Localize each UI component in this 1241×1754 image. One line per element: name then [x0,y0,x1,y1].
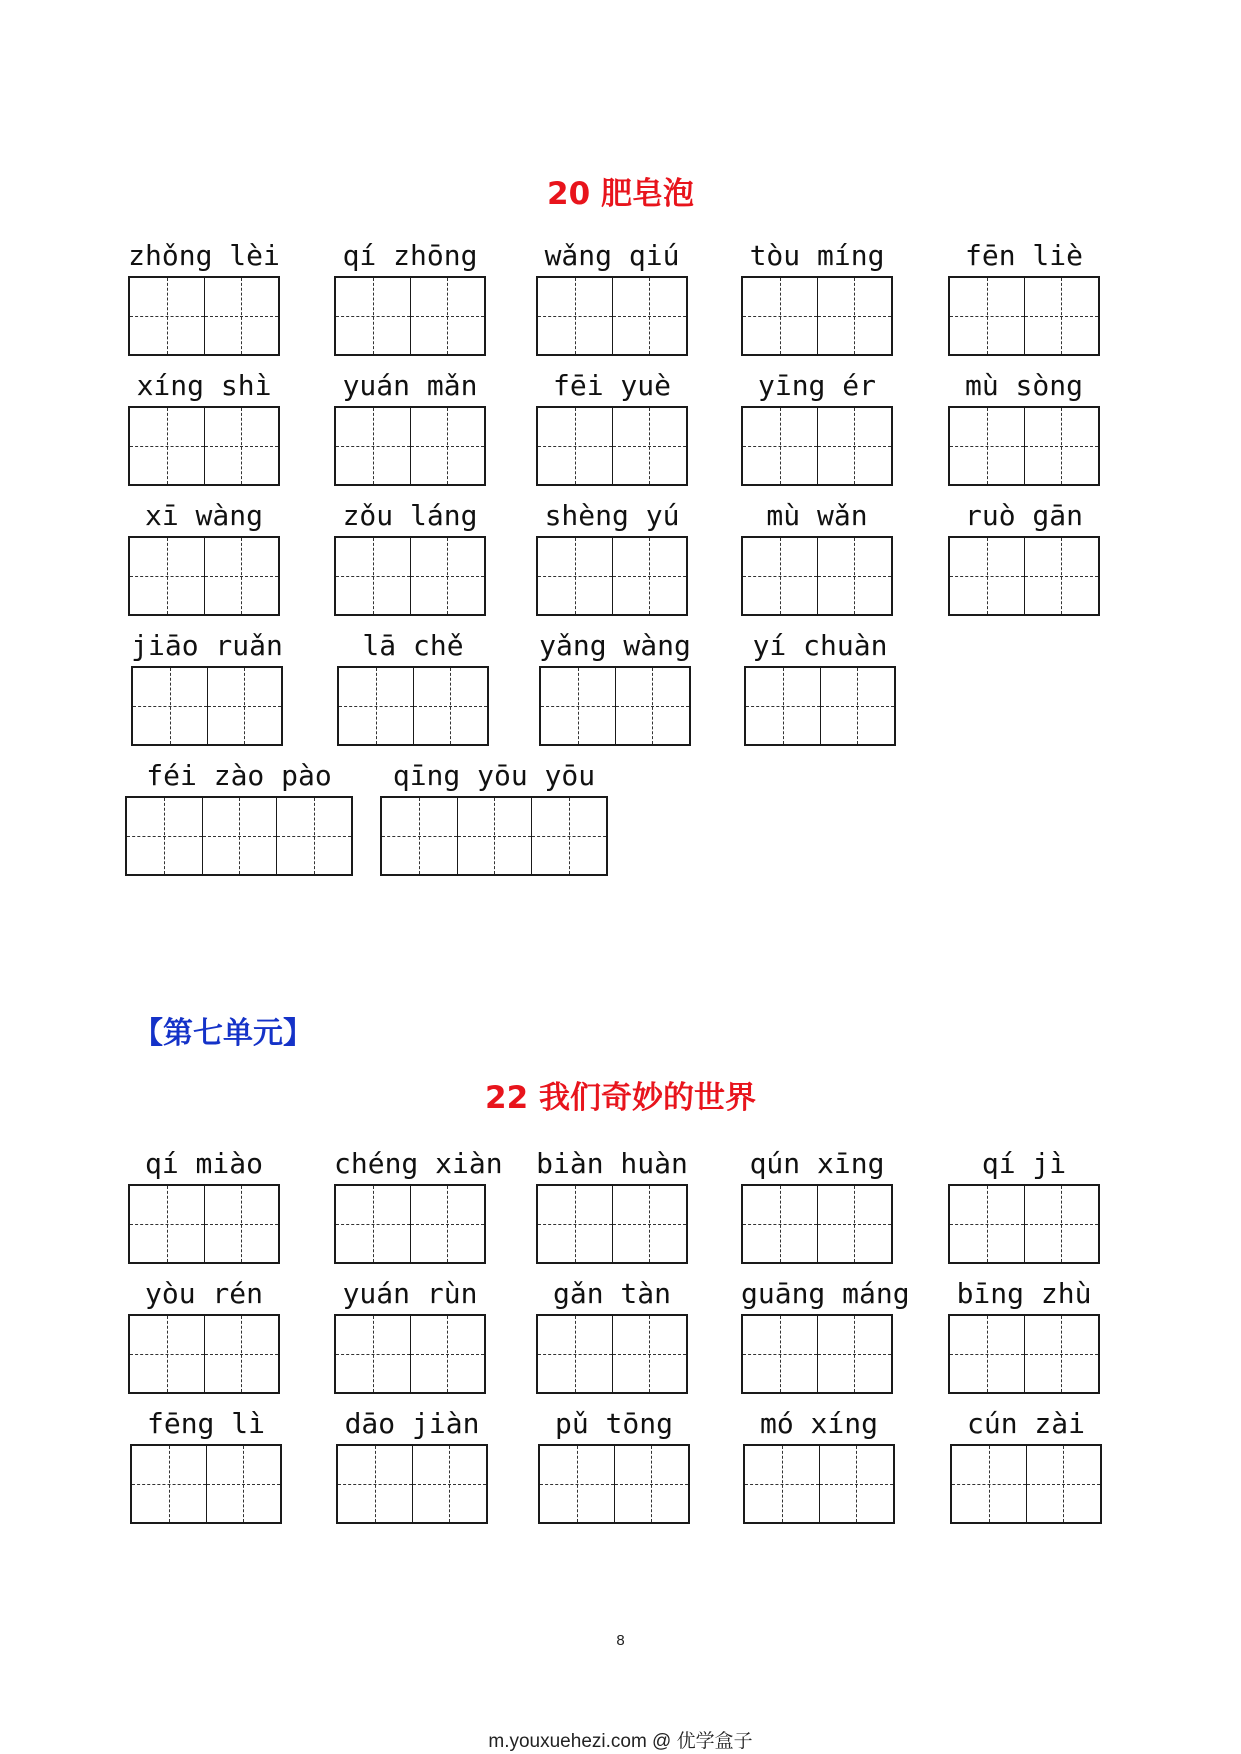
tian-grid-cell[interactable] [817,1186,891,1262]
word-item [536,1146,688,1264]
tian-grid-cell[interactable] [1024,1316,1098,1392]
unit-7-heading: 【第七单元】 [133,1016,313,1051]
tian-grid-cell[interactable] [745,1446,819,1522]
word-item [131,628,283,746]
tian-grid-cell[interactable] [204,538,278,614]
tian-grid-cell[interactable] [410,408,484,484]
word-item [128,238,280,356]
tian-grid-cell[interactable] [743,538,817,614]
pinyin-label: zǒu láng [342,499,478,532]
tian-grid-cell[interactable] [382,798,457,874]
tian-grid-cell[interactable] [204,278,278,354]
tian-grid-cell[interactable] [538,278,612,354]
tian-grid-cell[interactable] [130,278,204,354]
word-item [539,628,691,746]
word-item [741,238,893,356]
tian-grid-box[interactable] [128,1314,280,1394]
pinyin-label: yòu rén [144,1277,263,1310]
tian-grid-cell[interactable] [612,278,686,354]
word-item [741,1276,910,1394]
pinyin-label: yí chuàn [752,629,888,662]
tian-grid-cell[interactable] [1024,408,1098,484]
pinyin-label: wǎng qiú [544,239,680,272]
tian-grid-box[interactable] [128,406,280,486]
tian-grid-cell[interactable] [746,668,820,744]
tian-grid-cell[interactable] [338,1446,412,1522]
tian-grid-cell[interactable] [276,798,351,874]
tian-grid-cell[interactable] [541,668,615,744]
tian-grid-cell[interactable] [457,798,532,874]
tian-grid-cell[interactable] [204,1316,278,1392]
tian-grid-cell[interactable] [410,538,484,614]
tian-grid-cell[interactable] [612,1316,686,1392]
tian-grid-cell[interactable] [950,1186,1024,1262]
word-item [741,368,893,486]
pinyin-label: yuán mǎn [342,369,478,402]
tian-grid-cell[interactable] [336,1316,410,1392]
word-item [948,1146,1100,1264]
tian-grid-cell[interactable] [614,1446,688,1522]
pinyin-label: mù sòng [964,369,1083,402]
word-item [741,1146,893,1264]
tian-grid-cell[interactable] [204,1186,278,1262]
tian-grid-cell[interactable] [202,798,277,874]
pinyin-label: lā chě [362,629,464,662]
tian-grid-box[interactable] [741,1184,893,1264]
pinyin-label: mó xíng [759,1407,878,1440]
tian-grid-cell[interactable] [950,408,1024,484]
tian-grid-cell[interactable] [950,1316,1024,1392]
word-item [128,1276,280,1394]
pinyin-label: fēn liè [964,239,1083,272]
pinyin-label: qīng yōu yōu [392,759,596,792]
tian-grid-cell[interactable] [336,1186,410,1262]
word-item [741,498,893,616]
tian-grid-box[interactable] [536,536,688,616]
word-item [128,1146,280,1264]
tian-grid-cell[interactable] [612,538,686,614]
tian-grid-cell[interactable] [743,408,817,484]
word-item [125,758,353,876]
tian-grid-box[interactable] [334,406,486,486]
tian-grid-cell[interactable] [130,1186,204,1262]
tian-grid-box[interactable] [744,666,896,746]
tian-grid-cell[interactable] [819,1446,893,1522]
word-item [536,1276,688,1394]
tian-grid-box[interactable] [950,1444,1102,1524]
pinyin-label: qún xīng [749,1147,885,1180]
tian-grid-cell[interactable] [531,798,606,874]
tian-grid-cell[interactable] [743,1316,817,1392]
word-item [948,238,1100,356]
tian-grid-cell[interactable] [950,538,1024,614]
word-item [743,1406,895,1524]
pinyin-label: ruò gān [964,499,1083,532]
tian-grid-box[interactable] [741,406,893,486]
tian-grid-cell[interactable] [615,668,689,744]
tian-grid-cell[interactable] [538,408,612,484]
pinyin-label: xī wàng [144,499,263,532]
footer-watermark: m.youxuehezi.com @ 优学盒子 [488,1731,753,1752]
tian-grid-cell[interactable] [130,408,204,484]
lesson-22-title: 22 我们奇妙的世界 [485,1080,756,1116]
tian-grid-cell[interactable] [410,278,484,354]
pinyin-label: chéng xiàn [334,1147,503,1180]
pinyin-label: dāo jiàn [344,1407,480,1440]
pinyin-label: fēng lì [146,1407,265,1440]
tian-grid-cell[interactable] [817,1316,891,1392]
word-item [744,628,896,746]
pinyin-label: yǎng wàng [539,629,691,662]
tian-grid-cell[interactable] [410,1186,484,1262]
tian-grid-box[interactable] [334,536,486,616]
tian-grid-box[interactable] [337,666,489,746]
pinyin-label: fēi yuè [552,369,671,402]
tian-grid-box[interactable] [336,1444,488,1524]
pinyin-label: jiāo ruǎn [131,629,283,662]
tian-grid-cell[interactable] [1026,1446,1100,1522]
tian-grid-cell[interactable] [952,1446,1026,1522]
word-item [130,1406,282,1524]
word-item [536,238,688,356]
tian-grid-box[interactable] [536,406,688,486]
tian-grid-cell[interactable] [336,538,410,614]
tian-grid-cell[interactable] [538,1186,612,1262]
tian-grid-cell[interactable] [1024,278,1098,354]
tian-grid-box[interactable] [536,1184,688,1264]
tian-grid-cell[interactable] [207,668,281,744]
tian-grid-box[interactable] [539,666,691,746]
pinyin-label: yuán rùn [342,1277,478,1310]
tian-grid-cell[interactable] [133,668,207,744]
tian-grid-box[interactable] [948,1184,1100,1264]
tian-grid-box[interactable] [334,1314,486,1394]
pinyin-label: cún zài [966,1407,1085,1440]
word-item [536,368,688,486]
tian-grid-box[interactable] [743,1444,895,1524]
tian-grid-box[interactable] [128,536,280,616]
pinyin-label: qí zhōng [342,239,478,272]
word-item [536,498,688,616]
tian-grid-cell[interactable] [820,668,894,744]
pinyin-label: qí miào [144,1147,263,1180]
tian-grid-box[interactable] [741,276,893,356]
tian-grid-cell[interactable] [743,278,817,354]
word-item [538,1406,690,1524]
pinyin-label: bīng zhù [956,1277,1092,1310]
word-item [950,1406,1102,1524]
tian-grid-cell[interactable] [132,1446,206,1522]
word-item [128,368,280,486]
pinyin-label: guāng máng [741,1277,910,1310]
tian-grid-box[interactable] [948,276,1100,356]
tian-grid-cell[interactable] [743,1186,817,1262]
tian-grid-box[interactable] [538,1444,690,1524]
tian-grid-cell[interactable] [538,1316,612,1392]
tian-grid-box[interactable] [128,1184,280,1264]
pinyin-label: féi zào pào [146,759,332,792]
word-item [334,1276,486,1394]
pinyin-label: qí jì [981,1147,1067,1180]
tian-grid-box[interactable] [948,406,1100,486]
tian-grid-box[interactable] [536,1314,688,1394]
pinyin-label: xíng shì [136,369,272,402]
word-item [334,238,486,356]
tian-grid-box[interactable] [130,1444,282,1524]
tian-grid-cell[interactable] [1024,538,1098,614]
tian-grid-cell[interactable] [339,668,413,744]
pinyin-label: mù wǎn [766,499,868,532]
tian-grid-cell[interactable] [127,798,202,874]
tian-grid-cell[interactable] [540,1446,614,1522]
tian-grid-cell[interactable] [817,408,891,484]
lesson-20-title: 20 肥皂泡 [547,176,694,212]
pinyin-label: zhǒng lèi [128,239,280,272]
word-item [948,498,1100,616]
tian-grid-cell[interactable] [817,278,891,354]
tian-grid-cell[interactable] [612,408,686,484]
tian-grid-box[interactable] [380,796,608,876]
tian-grid-cell[interactable] [130,538,204,614]
tian-grid-cell[interactable] [538,538,612,614]
pinyin-label: yīng ér [757,369,876,402]
word-item [334,1146,503,1264]
pinyin-label: pǔ tōng [554,1407,673,1440]
pinyin-label: shèng yú [544,499,680,532]
tian-grid-cell[interactable] [817,538,891,614]
tian-grid-cell[interactable] [410,1316,484,1392]
word-item [336,1406,488,1524]
pinyin-label: tòu míng [749,239,885,272]
tian-grid-box[interactable] [948,1314,1100,1394]
word-item [334,368,486,486]
word-item [128,498,280,616]
tian-grid-box[interactable] [741,1314,893,1394]
tian-grid-cell[interactable] [950,278,1024,354]
tian-grid-cell[interactable] [412,1446,486,1522]
tian-grid-cell[interactable] [413,668,487,744]
tian-grid-box[interactable] [131,666,283,746]
tian-grid-cell[interactable] [204,408,278,484]
pinyin-label: gǎn tàn [552,1277,671,1310]
tian-grid-cell[interactable] [206,1446,280,1522]
tian-grid-box[interactable] [536,276,688,356]
word-item [334,498,486,616]
word-item [380,758,608,876]
pinyin-label: biàn huàn [536,1147,688,1180]
tian-grid-box[interactable] [334,276,486,356]
tian-grid-box[interactable] [125,796,353,876]
tian-grid-box[interactable] [948,536,1100,616]
word-item [948,368,1100,486]
tian-grid-cell[interactable] [336,408,410,484]
word-item [948,1276,1100,1394]
tian-grid-box[interactable] [741,536,893,616]
tian-grid-cell[interactable] [336,278,410,354]
tian-grid-box[interactable] [128,276,280,356]
word-item [337,628,489,746]
tian-grid-cell[interactable] [130,1316,204,1392]
page-number: 8 [616,1632,625,1649]
tian-grid-box[interactable] [334,1184,486,1264]
tian-grid-cell[interactable] [612,1186,686,1262]
tian-grid-cell[interactable] [1024,1186,1098,1262]
